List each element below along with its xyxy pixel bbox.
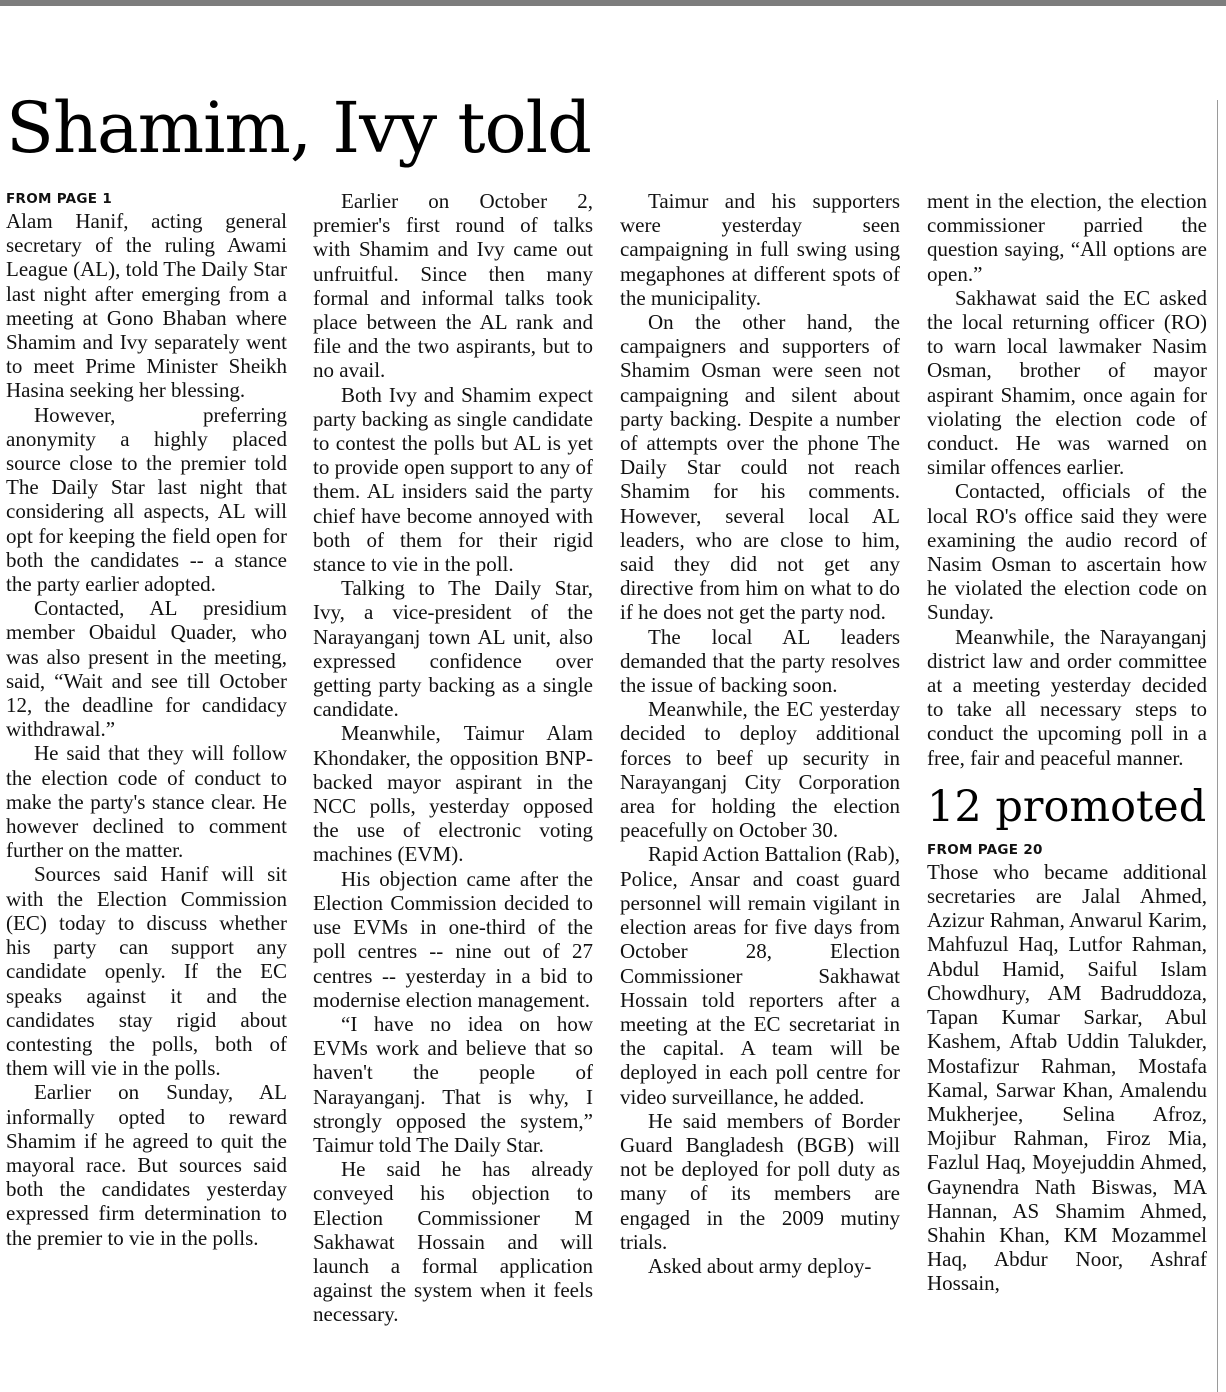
column-rule-right (1217, 100, 1218, 1392)
article-column-3 (620, 189, 900, 1278)
second-article-headline: 12 promoted (927, 781, 1207, 832)
paragraph: His objection came after the Election Commission decided to use EVMs in one-third of the poll centres -- nine out of 27 centres -- yesterday in a bid to modernise election management. (313, 866, 593, 1012)
paragraph: Both Ivy and Shamim expect party backing as single candidate to contest the polls but AL is yet to provide open support to any of them. AL insiders said the party chief have become annoyed with both of them for their rigid stance to vie in the poll. (313, 382, 593, 577)
paragraph: Asked about army deploy- (648, 1253, 872, 1278)
paragraph: He said that they will follow the election code of conduct to make the party's stance clear. He however declined to comment further on the matter. (6, 741, 287, 863)
continued-from-label: FROM PAGE 20 (927, 841, 1043, 858)
paragraph: Those who became additional secretaries are Jalal Ahmed, Azizur Rahman, Anwarul Karim, Mahfuzul Haq, Lutfor Rahman, Abdul Hamid, Saiful Islam Chowdhury, AM Badruddoza, Tapan Kumar Sarkar, Abul Kashem, Aftab Uddin Talukder, Mostafizur Rahman, Mostafa Kamal, Sarwar Khan, Amalendu Mukherjee, Selina Afroz, Mojibur Rahman, Firoz Mia, Fazlul Haq, Moyejuddin Ahmed, Gaynendra Nath Biswas, MA Hannan, AS Shamim Ahmed, Shahin Khan, KM Mozammel Haq, Abdur Noor, Ashraf Hossain, (927, 859, 1207, 1296)
article-column-2 (313, 189, 593, 1327)
article-headline: Shamim, Ivy told (6, 87, 591, 169)
paragraph: Meanwhile, Taimur Alam Khondaker, the opposition BNP-backed mayor aspirant in the NCC polls, yesterday opposed the use of electronic voting machines (EVM). (313, 721, 593, 867)
paragraph: Sources said Hanif will sit with the Election Commission (EC) today to discuss whether his party can support any candidate openly. If the EC speaks against it and the candidates stay rigid about contesting the polls, both of them will vie in the polls. (6, 862, 287, 1081)
paragraph: The local AL leaders demanded that the party resolves the issue of backing soon. (620, 624, 900, 698)
paragraph: Earlier on October 2, premier's first round of talks with Shamim and Ivy came out unfruitful. Since then many formal and informal talks took place between the AL rank and file and the two aspirants, but to no avail. (313, 189, 593, 383)
paragraph: “I have no idea on how EVMs work and believe that so haven't the people of Narayanganj. That is why, I strongly opposed the system,” Taimur told The Daily Star. (313, 1011, 593, 1157)
paragraph: Meanwhile, the Narayanganj district law and order committee at a meeting yesterday decided to take all necessary steps to conduct the upcoming poll in a free, fair and peaceful manner. (927, 624, 1207, 770)
paragraph: Alam Hanif, acting general secretary of the ruling Awami League (AL), told The Daily Star last night after emerging from a meeting at Gono Bhaban where Shamim and Ivy separately went to meet Prime Minister Sheikh Hasina seeking her blessing. (6, 209, 287, 403)
paragraph: He said members of Border Guard Bangladesh (BGB) will not be deployed for poll duty as many of its members are engaged in the 2009 mutiny trials. (620, 1108, 900, 1254)
paragraph: Rapid Action Battalion (Rab), Police, Ansar and coast guard personnel will remain vigilant in election areas for five days from October 28, Election Commissioner Sakhawat Hossain told reporters after a meeting at the EC secretariat in the capital. A team will be deployed in each poll centre for video surveillance, he added. (620, 842, 900, 1109)
paragraph: Contacted, AL presidium member Obaidul Quader, who was also present in the meeting, said, “Wait and see till October 12, the deadline for candidacy withdrawal.” (6, 596, 287, 742)
continued-from-label: FROM PAGE 1 (6, 191, 113, 207)
paragraph: Meanwhile, the EC yesterday decided to deploy additional forces to beef up security in Narayanganj City Corporation area for holding the election peacefully on October 30. (620, 697, 900, 843)
paragraph: Contacted, officials of the local RO's office said they were examining the audio record of Nasim Osman to ascertain how he violated the election code on Sunday. (927, 479, 1207, 625)
paragraph: However, preferring anonymity a highly placed source close to the premier told The Daily Star last night that considering all aspects, AL will opt for keeping the field open for both the candidates -- a stance the party earlier adopted. (6, 402, 287, 597)
paragraph: Taimur and his supporters were yesterday seen campaigning in full swing using megaphones at different spots of the municipality. (620, 189, 900, 310)
article-column-4 (927, 189, 1207, 1296)
paragraph: Talking to The Daily Star, Ivy, a vice-president of the Narayanganj town AL unit, also expressed confidence over getting party backing as a single candidate. (313, 576, 593, 722)
article-column-1 (6, 189, 287, 1250)
paragraph: Sakhawat said the EC asked the local returning officer (RO) to warn local lawmaker Nasim Osman, brother of mayor aspirant Shamim, once again for violating the election code of conduct. He was warned on similar offences earlier. (927, 285, 1207, 480)
paragraph: He said he has already conveyed his objection to Election Commissioner M Sakhawat Hossain and will launch a formal application against the system when it feels necessary. (313, 1157, 593, 1327)
top-border-rule (0, 0, 1226, 6)
paragraph: ment in the election, the election commissioner parried the question saying, “All options are open.” (927, 189, 1207, 286)
paragraph: Earlier on Sunday, AL informally opted to reward Shamim if he agreed to quit the mayoral race. But sources said both the candidates yesterday expressed firm determination to the premier to vie in the polls. (6, 1080, 287, 1250)
paragraph: On the other hand, the campaigners and supporters of Shamim Osman were seen not campaigning and silent about party backing. Despite a number of attempts over the phone The Daily Star could not reach Shamim for his comments. However, several local AL leaders, who are close to him, said they did not get any directive from him on what to do if he does not get the party nod. (620, 310, 900, 625)
